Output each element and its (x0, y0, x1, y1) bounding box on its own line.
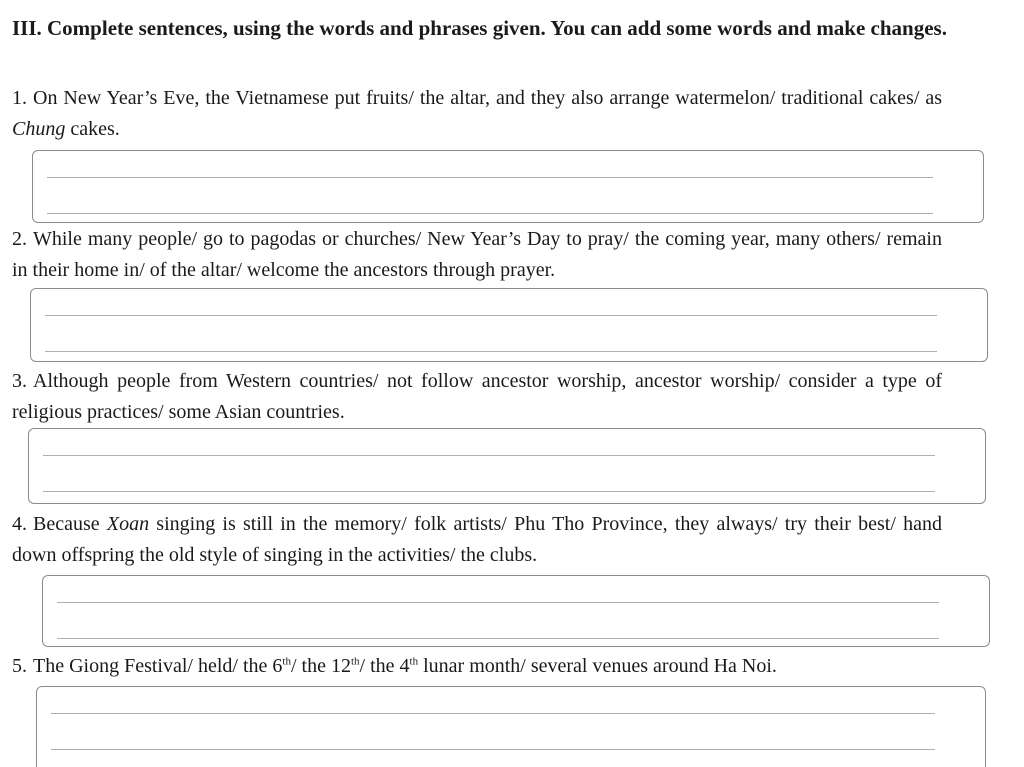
question-5: 5. The Giong Festival/ held/ the 6th/ the 12th/ the 4th lunar month/ several venues around Ha Noi. (12, 655, 777, 677)
answer-line (51, 749, 935, 750)
answer-line (43, 491, 935, 492)
answer-line (45, 315, 937, 316)
answer-box-1[interactable] (32, 150, 984, 223)
section-heading: III. Complete sentences, using the words and phrases given. You can add some words and make changes. (12, 16, 947, 40)
answer-line (51, 713, 935, 714)
question-4: 4. Because Xoan singing is still in the memory/ folk artists/ Phu Tho Province, they always/ try their best/ hand down offspring the old style of singing in the activities/ the clubs. (12, 513, 942, 566)
answer-line (43, 455, 935, 456)
answer-line (47, 177, 933, 178)
question-number: 2. (12, 228, 27, 250)
question-number: 5. (12, 655, 27, 677)
answer-box-5[interactable] (36, 686, 986, 767)
answer-line (45, 351, 937, 352)
question-1: 1. On New Year’s Eve, the Vietnamese put fruits/ the altar, and they also arrange watermelon/ traditional cakes/ as Chung cakes. (12, 87, 942, 140)
answer-line (57, 638, 939, 639)
question-number: 4. (12, 513, 27, 535)
answer-box-4[interactable] (42, 575, 990, 647)
question-number: 1. (12, 87, 27, 109)
answer-line (57, 602, 939, 603)
answer-box-2[interactable] (30, 288, 988, 362)
question-3: 3. Although people from Western countries/ not follow ancestor worship, ancestor worship/ consider a type of religious practices/ some Asian countries. (12, 370, 942, 423)
answer-box-3[interactable] (28, 428, 986, 504)
answer-line (47, 213, 933, 214)
question-number: 3. (12, 370, 27, 392)
question-2: 2. While many people/ go to pagodas or churches/ New Year’s Day to pray/ the coming year, many others/ remain in their home in/ of the altar/ welcome the ancestors through prayer. (12, 228, 942, 281)
